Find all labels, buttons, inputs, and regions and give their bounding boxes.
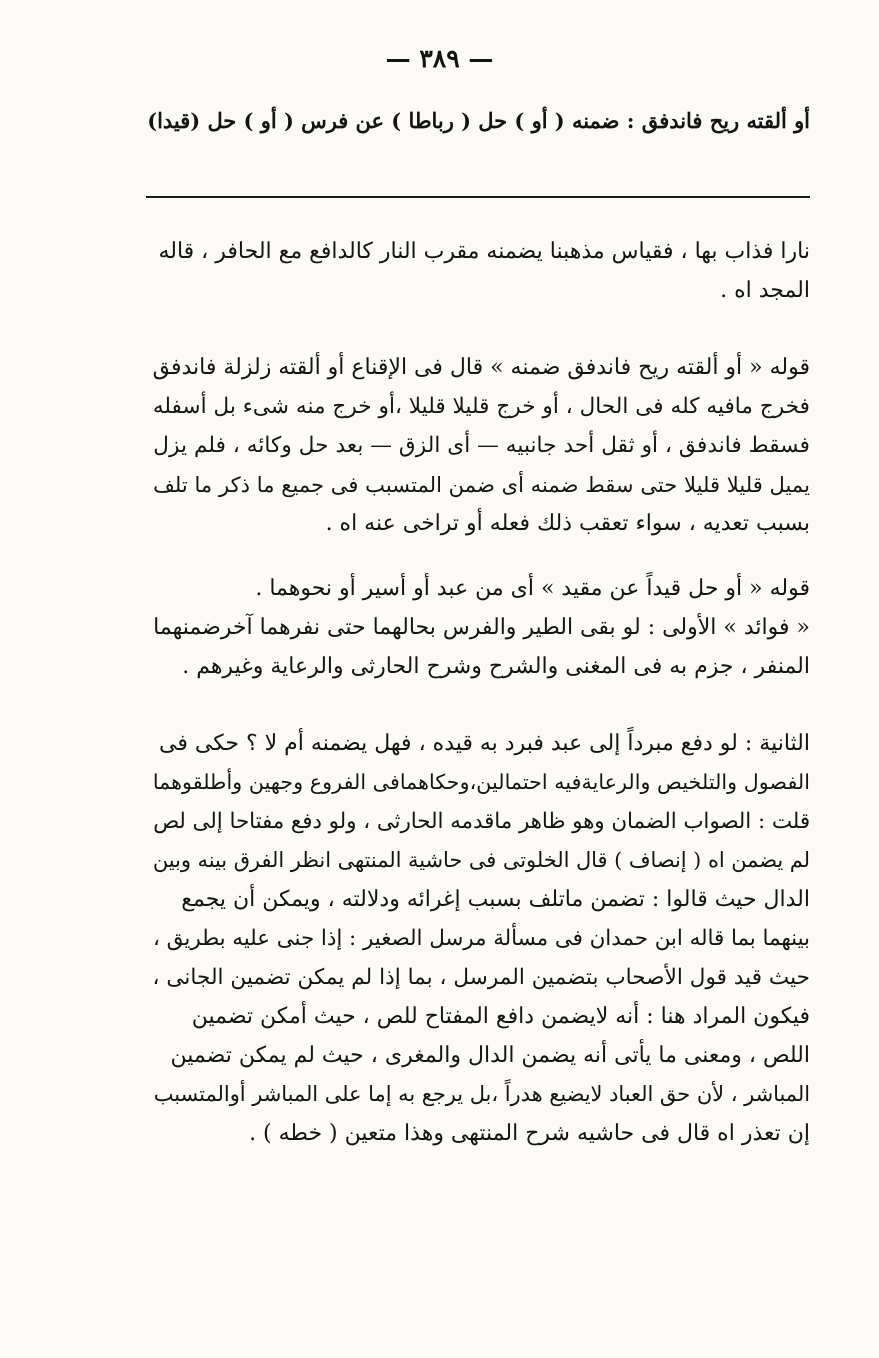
text-line: المباشر ، لأن حق العباد لايضيع هدراً ،بل يرجع به إما على المباشر أوالمتسبب — [153, 1082, 810, 1106]
text-line: لم يضمن اه ( إنصاف ) قال الخلوتى فى حاشية المنتهى انظر الفرق بينه وبين — [152, 848, 810, 872]
text-line: بينهما بما قاله ابن حمدان فى مسألة مرسل الصغير : إذا جنى عليه بطريق ، — [152, 926, 810, 951]
text-line: فسقط فاندفق ، أو ثقل أحد جانبيه — أى الزق — بعد حل وكائه ، فلم يزل — [153, 433, 810, 458]
main-text-line: أو ألقته ريح فاندفق : ضمنه ( أو ) حل ( رباطا ) عن فرس ( أو ) حل (قيدا) — [147, 108, 810, 133]
text-line: الفصول والتلخيص والرعايةفيه احتمالين،وحكاهمافى الفروع وجهين وأطلقوهما — [152, 770, 810, 794]
text-line: حيث قيد قول الأصحاب بتضمين المرسل ، بما إذا لم يمكن تضمين الجانى ، — [152, 965, 810, 990]
text-line: « فوائد » الأولى : لو بقى الطير والفرس بحالهما حتى نفرهما آخرضمنهما — [153, 615, 810, 640]
text-line: فخرج مافيه كله فى الحال ، أو خرج قليلا قليلا ،أو خرج منه شىء بل أسفله — [152, 394, 810, 419]
text-line: إن تعذر اه قال فى حاشيه شرح المنتهى وهذا متعين ( خطه ) . — [249, 1121, 810, 1146]
paragraph-gap — [146, 686, 810, 724]
text-line: الدال حيث قالوا : تضمن ماتلف بسبب إغرائه ودلالته ، ويمكن أن يجمع — [181, 887, 810, 912]
text-line: بسبب تعديه ، سواء تعقب ذلك فعله أو تراخى عنه اه . — [325, 511, 810, 536]
page-number: — ٣٨٩ — — [385, 44, 494, 73]
paragraph-gap — [146, 310, 810, 348]
text-line: قوله « أو ألقته ريح فاندفق ضمنه » قال فى الإقناع أو ألقته زلزلة فاندفق — [152, 355, 810, 380]
text-line: المنفر ، جزم به فى المغنى والشرح وشرح الحارثى والرعاية وغيرهم . — [182, 654, 810, 679]
paragraph-4 — [146, 724, 810, 1153]
text-line: اللص ، ومعنى ما يأتى أنه يضمن الدال والمغرى ، حيث لم يمكن تضمين — [170, 1043, 810, 1068]
text-line: فيكون المراد هنا : أنه لايضمن دافع المفتاح للص ، حيث أمكن تضمين — [191, 1004, 810, 1029]
text-line: الثانية : لو دفع مبرداً إلى عبد فبرد به قيده ، فهل يضمنه أم لا ؟ حكى فى — [159, 731, 810, 756]
paragraph-1 — [146, 232, 810, 310]
paragraph-3 — [146, 569, 810, 686]
separator-rule — [146, 196, 810, 198]
text-line: نارا فذاب بها ، فقياس مذهبنا يضمنه مقرب النار كالدافع مع الحافر ، قاله — [158, 239, 810, 264]
text-line: قلت : الصواب الضمان وهو ظاهر ماقدمه الحارثى ، ولو دفع مفتاحا إلى لص — [153, 809, 810, 834]
paragraph-gap — [146, 543, 810, 569]
text-line: قوله « أو حل قيداً عن مقيد » أى من عبد أو أسير أو نحوهما . — [255, 576, 810, 601]
text-line: المجد اه . — [720, 278, 810, 303]
text-line: يميل قليلا قليلا حتى سقط ضمنه أى ضمن المتسبب فى جميع ما ذكر ما تلف — [153, 472, 810, 497]
commentary-body — [146, 232, 810, 1153]
paragraph-2 — [146, 348, 810, 543]
